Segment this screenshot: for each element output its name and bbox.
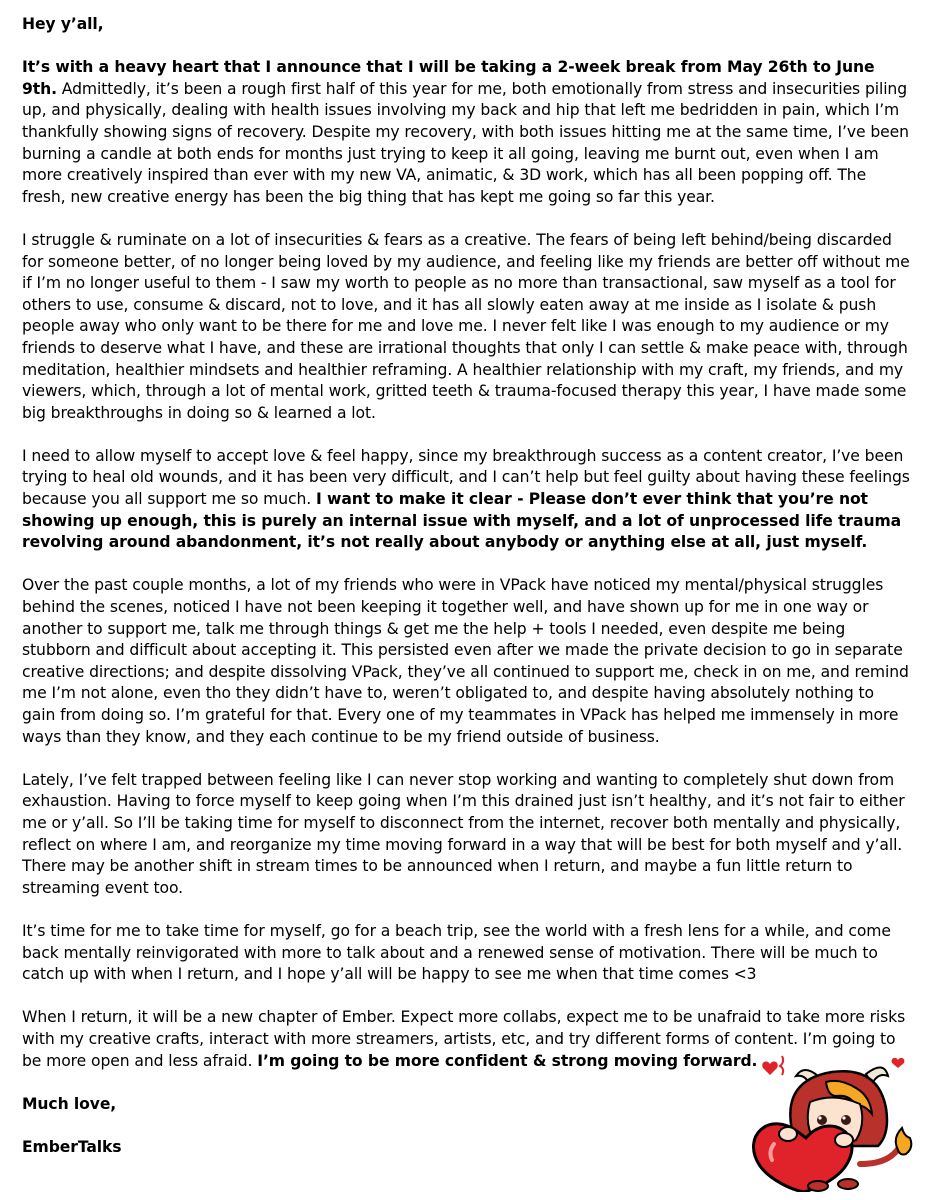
chibi-holding-heart-icon: [748, 1052, 918, 1192]
letter: [22, 14, 912, 1180]
paragraph-vpack: Over the past couple months, a lot of my friends who were in VPack have noticed my mental/physical struggles behind the scenes, noticed I have not been keeping it together well, and have shown up for me in one way or another to support me, talk me through things & get me the help + tools I needed, even despite me being stubborn and difficult about accepting it. This persisted even after we made the private decision to go in separate creative directions; and despite dissolving VPack, they’ve all continued to support me, check in on me, and remind me I’m not alone, even tho they didn’t have to, weren’t obligated to, and despite having absolutely nothing to gain from doing so. I’m grateful for that. Every one of my teammates in VPack has helped me immensely in more ways than they know, and they each continue to be my friend outside of business.: [22, 576, 909, 746]
announcement-text: Admittedly, it’s been a rough first half of this year for me, both emotionally from stress and insecurities piling up, and physically, dealing with health issues involving my back and hip that left me bedridden in pain, which I’m thankfully showing signs of recovery. Despite my recovery, with both issues hitting me at the same time, I’ve been burning a candle at both ends for months just trying to keep it all going, leaving me burnt out, even when I am more creatively inspired than ever with my new VA, animatic, & 3D work, which has all been popping off. The fresh, new creative energy has been the big thing that has kept me going so far this year.: [22, 79, 909, 206]
new-chapter-text: When I return, it will be a new chapter of Ember. Expect more collabs, expect me to be unafraid to take more risks with my creative crafts, interact with more streamers, artists, etc, and try different forms of content. I’m going to be more open and less afraid.: [22, 1008, 906, 1070]
paragraph-accept-love: [22, 446, 912, 554]
paragraph-trapped: Lately, I’ve felt trapped between feeling like I can never stop working and wanting to completely shut down from exhaustion. Having to force myself to keep going when I’m this drained just isn’t healthy, and it’s not fair to either me or y’all. So I’ll be taking time for myself to disconnect from the internet, recover both mentally and physically, reflect on where I am, and reorganize my time moving forward in a way that will be best for both myself and y’all. There may be another shift in stream times to be announced when I return, and maybe a fun little return to streaming event too.: [22, 770, 905, 897]
closing: Much love,: [22, 1094, 117, 1113]
new-chapter-bold-text: I’m going to be more confident & strong moving forward.: [257, 1051, 758, 1070]
signature: EmberTalks: [22, 1137, 122, 1156]
paragraph-insecurities: I struggle & ruminate on a lot of insecurities & fears as a creative. The fears of being left behind/being discarded for someone better, of no longer being loved by my audience, and feeling like my friends are better off without me if I’m no longer useful to them - I saw my worth to people as no more than transactional, saw myself as a tool for others to use, consume & discard, not to love, and it has all slowly eaten away at me inside as I isolate & push people away who only want to be there for me and love me. I never felt like I was enough to my audience or my friends to deserve what I have, and these are irrational thoughts that only I can settle & make peace with, through meditation, healthier mindsets and healthier reframing. A healthier relationship with my craft, my friends, and my viewers, which, through a lot of mental work, gritted teeth & trauma-focused therapy this year, I have made some big breakthroughs in doing so & learned a lot.: [22, 230, 910, 422]
announcement-bold-text: It’s with a heavy heart that I announce that I will be taking a 2-week break from May 26th to June 9th.: [22, 58, 875, 98]
greeting: Hey y’all,: [22, 15, 104, 33]
paragraph-time-off: It’s time for me to take time for myself, go for a beach trip, see the world with a fresh lens for a while, and come back mentally reinvigorated with more to talk about and a renewed sense of motivation. There will be much to catch up with when I return, and I hope y’all will be happy to see me when that time comes <3: [22, 921, 891, 984]
accept-love-text: I need to allow myself to accept love & feel happy, since my breakthrough success as a content creator, I’ve been trying to heal old wounds, and it has been very difficult, and I can’t help but feel guilty about having these feelings because you all support me so much.: [22, 446, 910, 509]
paragraph-announcement: [22, 57, 912, 208]
accept-love-bold-text: I want to make it clear - Please don’t ever think that you’re not showing up enough, this is purely an internal issue with myself, and a lot of unprocessed life trauma revolving around abandonment, it’s not really about anybody or anything else at all, just myself.: [22, 490, 902, 552]
